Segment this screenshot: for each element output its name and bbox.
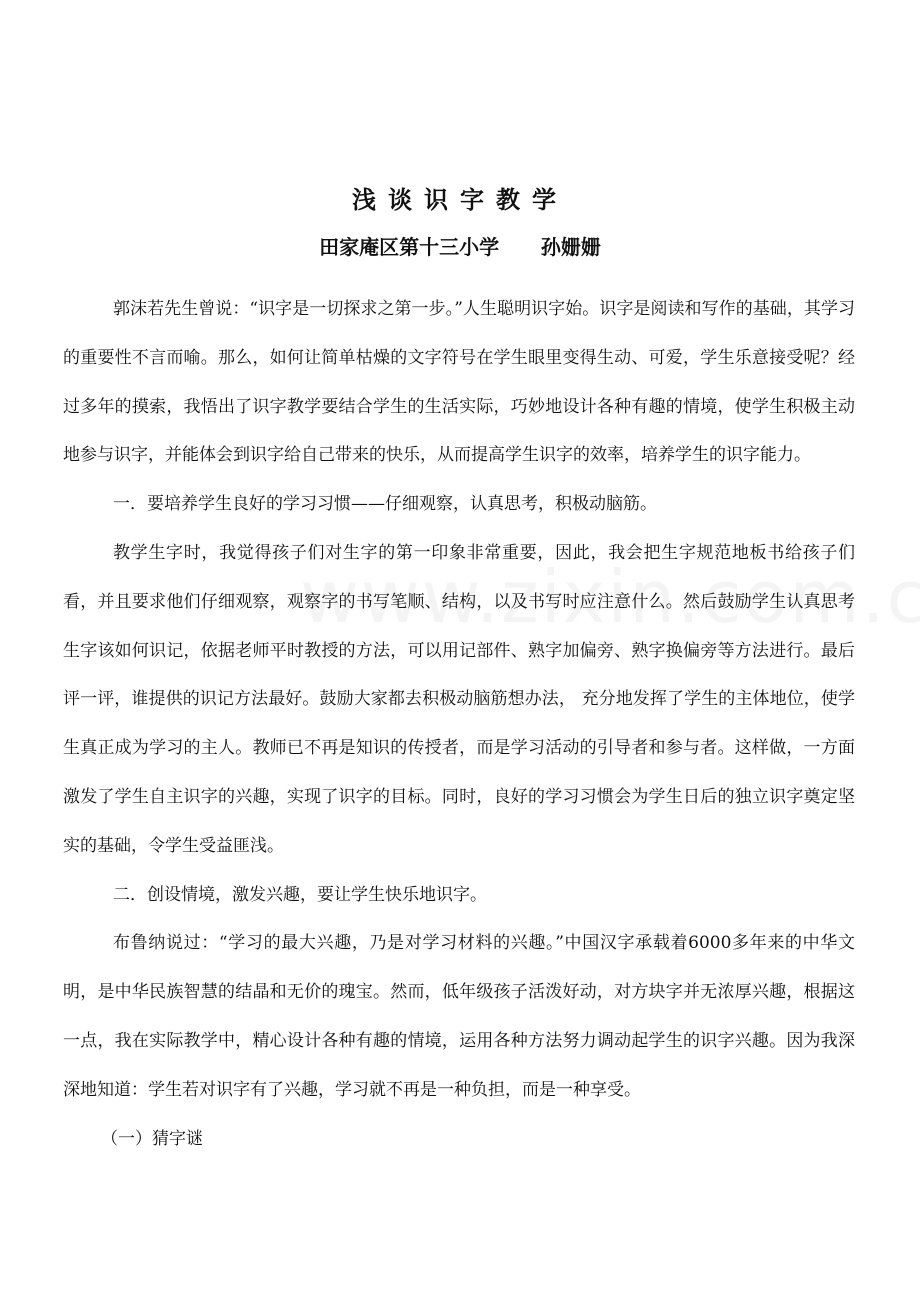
- section-heading-1: 一．要培养学生良好的学习习惯——仔细观察，认真思考，积极动脑筋。: [113, 494, 657, 515]
- section-2-paragraph: 布鲁纳说过：“学习的最大兴趣，乃是对学习材料的兴趣。”中国汉字承载着6000多年来的中华文明，是中华民族智慧的结晶和无价的瑰宝。然而，低年级孩子活泼好动，对方块字并无浓厚兴趣，根据这一点，我在实际教学中，精心设计各种有趣的情境，运用各种方法努力调动起学生的识字兴趣。因为我深深地知道：学生若对识字有了兴趣，学习就不再是一种负担，而是一种享受。: [63, 933, 855, 1100]
- intro-paragraph: 郭沫若先生曾说：“识字是一切探求之第一步。”人生聪明识字始。识字是阅读和写作的基础，其学习的重要性不言而喻。那么，如何让简单枯燥的文字符号在学生眼里变得生动、可爱，学生乐意接受呢？经过多年的摸索，我悟出了识字教学要结合学生的生活实际，巧妙地设计各种有趣的情境，使学生积极主动地参与识字，并能体会到识字给自己带来的快乐，从而提高学生识字的效率，培养学生的识字能力。: [63, 299, 855, 466]
- author-byline: 田家庵区第十三小学 孙姗姗: [319, 235, 601, 259]
- section-1-paragraph: 教学生字时，我觉得孩子们对生字的第一印象非常重要，因此，我会把生字规范地板书给孩子们看，并且要求他们仔细观察，观察字的书写笔顺、结构，以及书写时应注意什么。然后鼓励学生认真思考生字该如何识记，依据老师平时教授的方法，可以用记部件、熟字加偏旁、熟字换偏旁等方法进行。最后评一评，谁提供的识记方法最好。鼓励大家都去积极动脑筋想办法， 充分地发挥了学生的主体地位，使学生真正成为学习的主人。教师已不再是知识的传授者，而是学习活动的引导者和参与者。这样做，一方面激发了学生自主识字的兴趣，实现了识字的目标。同时，良好的学习习惯会为学生日后的独立识字奠定坚实的基础，令学生受益匪浅。: [63, 542, 855, 856]
- document-body: [63, 285, 855, 1163]
- subsection-heading-1: （一）猜字谜: [101, 1128, 203, 1149]
- section-heading-2: 二．创设情境，激发兴趣，要让学生快乐地识字。: [113, 884, 487, 905]
- document-title: 浅谈识字教学: [352, 186, 568, 214]
